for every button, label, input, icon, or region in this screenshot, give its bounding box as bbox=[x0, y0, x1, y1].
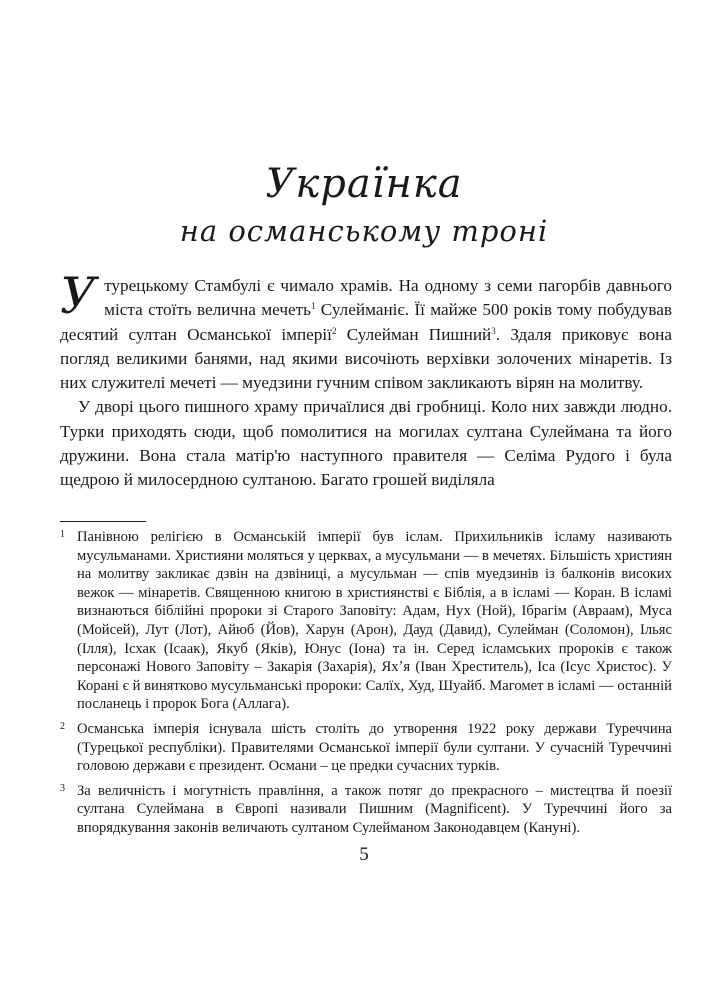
footnotes bbox=[60, 528, 672, 844]
drop-cap: У bbox=[60, 267, 97, 325]
footnote-number: 2 bbox=[60, 720, 65, 732]
chapter-title-line-2: на османському троні bbox=[179, 214, 549, 248]
footnote-number: 1 bbox=[60, 529, 65, 540]
footnote-ref-3[interactable]: 3 bbox=[491, 325, 496, 336]
text-run: Сулейманіє. Її майже 500 років тому побудував десятий султан Османської імперії bbox=[60, 300, 672, 344]
footnote-ref-2[interactable]: 2 bbox=[331, 325, 337, 336]
paragraph-2-text: У дворі цього пишного храму причаїлися дві гробниці. Коло них завжди людно. Турки приходять сюди, щоб помолитися на могилах султана Сулеймана та його дружини. Вона стала матір'ю наступного правителя — Селіма Рудого і була щедрою й милосердною султаною. Багато грошей виділяла bbox=[60, 397, 672, 490]
footnote-text: За величність і могутність правління, а також потяг до прекрасного – мистецтва й поезії султана Сулеймана в Європі називали Пишним (Magnificent). У Туреччині його за впорядкування законів величають султаном Сулейманом Законодавцем (Кануні). bbox=[77, 782, 672, 836]
footnote-text: Панівною релігією в Османській імперії був іслам. Прихильників ісламу називають мусульманами. Християни моляться у церквах, а мусульмани — в мечетях. Більшість християн на молитву закликає дзвін на дзвіниці, а мусульман — спів муедзинів із балконів високих вежок — мінаретів. Священною книгою в християнстві є Біблія, а в ісламі — Коран. В ісламі визнаються біблійні пророки зі Старого Заповіту: Адам, Нух (Ной), Ібрагім (Авраам), Муса (Мойсей), Лут (Лот), Айюб (Йов), Харун (Арон), Дауд (Давид), Сулейман (Соломон), Ільяс (Ілля), Ісхак (Ісаак), Якуб (Яків), Юнус (Іона) та ін. Серед ісламських пророків є також персонажі Нового Заповіту – Закарія (Захарія), Яхʼя (Іван Хреститель), Іса (Ісус Христос). У Корані є й винятково мусульманські пророки: Салїх, Худ, Шуайб. Магомет в ісламі — останній посланець і пророк Бога (Аллага). bbox=[77, 529, 672, 713]
main-text bbox=[60, 267, 672, 493]
paragraph-1 bbox=[60, 267, 672, 395]
text-run: Сулейман Пишний bbox=[336, 324, 492, 344]
page-number: 5 bbox=[359, 844, 369, 865]
text-run: . Здаля приковує вона погляд великими банями, над якими височіють верхівки золочених мінаретів. Із них служителі мечеті — муедзини гучним співом закликають вірян на молитву. bbox=[60, 324, 672, 393]
footnote-2 bbox=[60, 720, 672, 776]
paragraph-1-text bbox=[60, 267, 672, 393]
footnote-ref-1[interactable]: 1 bbox=[310, 301, 316, 312]
footnote-3 bbox=[60, 782, 672, 838]
footnote-text: Османська імперія існувала шість століть до утворення 1922 року держави Туреччина (Турецької республіки). Правителями Османської імперії були султани. У сучасній Туреччині головою держави є президент. Османи – це предки сучасних турків. bbox=[77, 720, 672, 775]
chapter-title-line-1: Українка bbox=[265, 161, 463, 207]
footnote-1 bbox=[60, 528, 672, 714]
paragraph-2 bbox=[60, 395, 672, 492]
text-run: турецькому Стамбулі є чимало храмів. На одному з семи пагорбів давнього міста стоїть велична мечеть bbox=[104, 276, 672, 320]
footnote-number: 3 bbox=[60, 782, 65, 794]
footnote-separator bbox=[60, 521, 146, 522]
